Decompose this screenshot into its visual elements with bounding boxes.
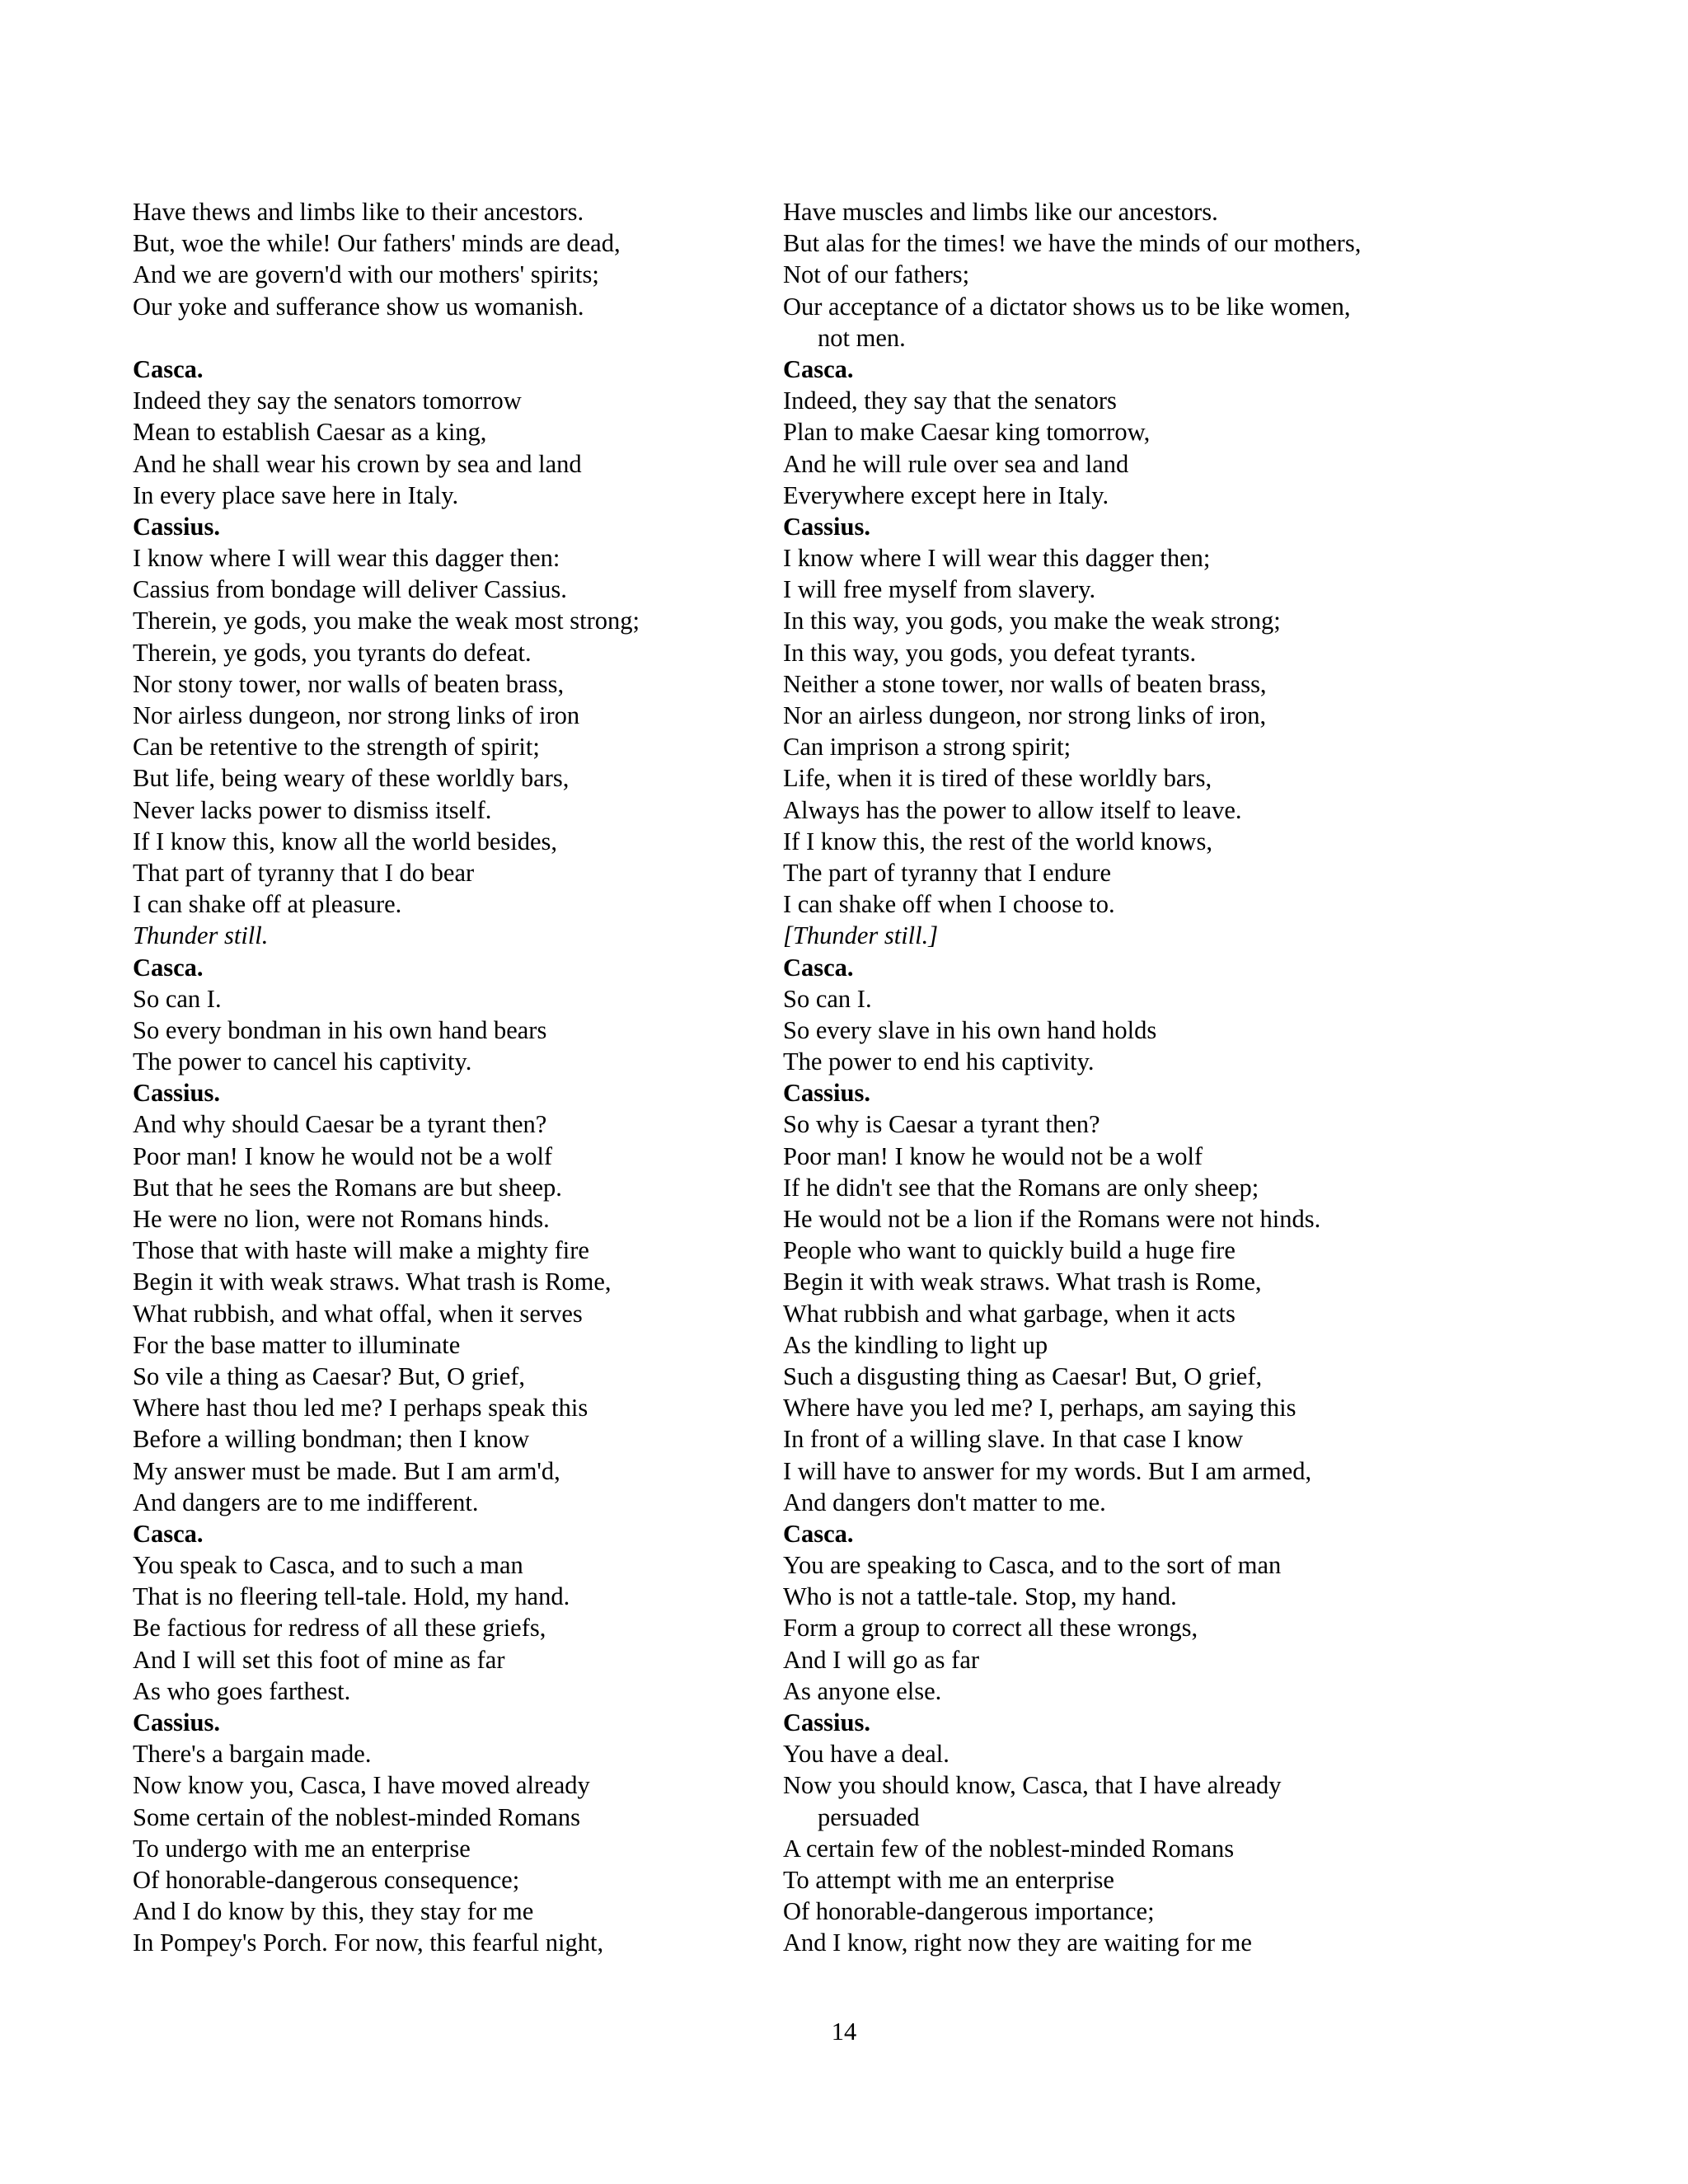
verse-line: And we are govern'd with our mothers' spirits; (133, 260, 599, 289)
verse-line: I will have to answer for my words. But I am armed, (783, 1456, 1312, 1485)
verse-line: If I know this, the rest of the world knows, (783, 827, 1212, 855)
verse-line: Plan to make Caesar king tomorrow, (783, 418, 1151, 447)
verse-line: And dangers are to me indifferent. (133, 1488, 479, 1516)
verse-line: So every slave in his own hand holds (783, 1015, 1157, 1044)
speaker-name: Cassius. (133, 512, 220, 541)
verse-line: Can imprison a strong spirit; (783, 733, 1071, 762)
verse-line: Mean to establish Caesar as a king, (133, 418, 487, 447)
verse-line: Life, when it is tired of these worldly bars, (783, 764, 1212, 793)
verse-line: So why is Caesar a tyrant then? (783, 1110, 1100, 1139)
verse-line: Our yoke and sufferance show us womanish. (133, 292, 584, 321)
verse-continuation: persuaded (818, 1802, 920, 1831)
verse-line: Now you should know, Casca, that I have already (783, 1771, 1282, 1800)
speaker-name: Cassius. (783, 1079, 870, 1108)
verse-line: A certain few of the noblest-minded Romans (783, 1834, 1235, 1863)
verse-line: People who want to quickly build a huge fire (783, 1236, 1236, 1265)
verse-line: But that he sees the Romans are but sheep. (133, 1173, 562, 1202)
verse-line: Poor man! I know he would not be a wolf (783, 1141, 1203, 1170)
blank-line (133, 322, 759, 354)
verse-line: In front of a willing slave. In that case I know (783, 1425, 1244, 1454)
verse-line: I know where I will wear this dagger then; (783, 544, 1211, 573)
verse-line: And he shall wear his crown by sea and land (133, 449, 582, 478)
stage-direction: [Thunder still.] (783, 921, 939, 950)
verse-line: Before a willing bondman; then I know (133, 1425, 530, 1454)
verse-line: Nor airless dungeon, nor strong links of iron (133, 701, 580, 729)
speaker-name: Casca. (133, 1519, 204, 1548)
verse-line: Never lacks power to dismiss itself. (133, 795, 492, 824)
verse-line: Poor man! I know he would not be a wolf (133, 1141, 553, 1170)
verse-line: Nor stony tower, nor walls of beaten brass, (133, 669, 565, 698)
verse-line: What rubbish, and what offal, when it serves (133, 1299, 583, 1328)
verse-line: But, woe the while! Our fathers' minds are dead, (133, 229, 621, 258)
speaker-name: Cassius. (133, 1708, 220, 1736)
verse-line: You speak to Casca, and to such a man (133, 1551, 523, 1580)
verse-line: Therein, ye gods, you tyrants do defeat. (133, 638, 532, 667)
verse-line: Where hast thou led me? I perhaps speak this (133, 1394, 588, 1422)
verse-line: Who is not a tattle-tale. Stop, my hand. (783, 1582, 1177, 1611)
verse-line: Some certain of the noblest-minded Romans (133, 1802, 580, 1831)
stage-direction: Thunder still. (133, 921, 269, 950)
verse-line: Have thews and limbs like to their ancestors. (133, 198, 584, 226)
verse-line: Be factious for redress of all these griefs, (133, 1614, 546, 1643)
modern-translation-column (783, 196, 1525, 1959)
verse-line: And he will rule over sea and land (783, 449, 1129, 478)
verse-line: Always has the power to allow itself to leave. (783, 795, 1242, 824)
verse-line: And why should Caesar be a tyrant then? (133, 1110, 547, 1139)
verse-line: I know where I will wear this dagger then: (133, 544, 560, 573)
speaker-name: Casca. (783, 354, 854, 383)
verse-line: In this way, you gods, you make the weak strong; (783, 607, 1281, 635)
verse-line: Begin it with weak straws. What trash is Rome, (783, 1268, 1262, 1296)
verse-line: What rubbish and what garbage, when it acts (783, 1299, 1236, 1328)
original-text-column (133, 196, 759, 1959)
verse-line: My answer must be made. But I am arm'd, (133, 1456, 560, 1485)
verse-line: You are speaking to Casca, and to the sort of man (783, 1551, 1282, 1580)
verse-line: Our acceptance of a dictator shows us to be like women, (783, 292, 1351, 321)
verse-line: He were no lion, were not Romans hinds. (133, 1205, 550, 1233)
page-number: 14 (831, 2018, 857, 2046)
verse-line: Form a group to correct all these wrongs, (783, 1614, 1198, 1643)
verse-line: The power to cancel his captivity. (133, 1047, 472, 1076)
verse-line: Cassius from bondage will deliver Cassius. (133, 575, 567, 604)
verse-line: Such a disgusting thing as Caesar! But, O grief, (783, 1361, 1263, 1390)
verse-line: So every bondman in his own hand bears (133, 1015, 547, 1044)
verse-line: He would not be a lion if the Romans were not hinds. (783, 1205, 1321, 1233)
verse-line: Of honorable-dangerous consequence; (133, 1865, 520, 1894)
speaker-name: Cassius. (783, 512, 870, 541)
verse-line: Indeed they say the senators tomorrow (133, 387, 522, 415)
speaker-name: Cassius. (783, 1708, 870, 1736)
verse-line: Now know you, Casca, I have moved already (133, 1771, 590, 1800)
verse-line: In Pompey's Porch. For now, this fearful night, (133, 1929, 604, 1957)
verse-line: But life, being weary of these worldly bars, (133, 764, 570, 793)
verse-line: The part of tyranny that I endure (783, 858, 1112, 887)
verse-line: I can shake off when I choose to. (783, 890, 1115, 919)
speaker-name: Cassius. (133, 1079, 220, 1108)
verse-line: Neither a stone tower, nor walls of beaten brass, (783, 669, 1267, 698)
verse-line: Can be retentive to the strength of spirit; (133, 733, 540, 762)
verse-line: And dangers don't matter to me. (783, 1488, 1106, 1516)
verse-continuation: not men. (818, 323, 906, 352)
verse-line: As anyone else. (783, 1676, 942, 1705)
speaker-name: Casca. (783, 1519, 854, 1548)
verse-line: I will free myself from slavery. (783, 575, 1096, 604)
verse-line: And I know, right now they are waiting for me (783, 1929, 1252, 1957)
verse-line: So vile a thing as Caesar? But, O grief, (133, 1361, 526, 1390)
verse-line: The power to end his captivity. (783, 1047, 1095, 1076)
verse-line: So can I. (783, 984, 872, 1013)
speaker-name: Casca. (133, 953, 204, 982)
verse-line: That part of tyranny that I do bear (133, 858, 475, 887)
verse-line: If he didn't see that the Romans are only sheep; (783, 1173, 1259, 1202)
verse-line: Of honorable-dangerous importance; (783, 1897, 1155, 1926)
verse-line: Indeed, they say that the senators (783, 387, 1117, 415)
verse-line: For the base matter to illuminate (133, 1330, 461, 1359)
verse-line: In every place save here in Italy. (133, 480, 459, 509)
speaker-name: Casca. (783, 953, 854, 982)
verse-line: But alas for the times! we have the minds of our mothers, (783, 229, 1362, 258)
verse-line: Those that with haste will make a mighty fire (133, 1236, 589, 1265)
verse-line: If I know this, know all the world besides, (133, 827, 558, 855)
verse-line: As who goes farthest. (133, 1676, 351, 1705)
verse-line: You have a deal. (783, 1740, 950, 1769)
verse-line: So can I. (133, 984, 222, 1013)
verse-line: As the kindling to light up (783, 1330, 1048, 1359)
verse-line: Therein, ye gods, you make the weak most strong; (133, 607, 640, 635)
verse-line: Begin it with weak straws. What trash is Rome, (133, 1268, 612, 1296)
verse-line: There's a bargain made. (133, 1740, 372, 1769)
verse-line: That is no fleering tell-tale. Hold, my hand. (133, 1582, 570, 1611)
verse-line: Have muscles and limbs like our ancestors. (783, 198, 1218, 226)
verse-line: In this way, you gods, you defeat tyrants. (783, 638, 1197, 667)
verse-line: To attempt with me an enterprise (783, 1865, 1114, 1894)
verse-line: Everywhere except here in Italy. (783, 480, 1109, 509)
verse-line: Not of our fathers; (783, 260, 970, 289)
verse-line: And I will go as far (783, 1645, 980, 1674)
verse-line: To undergo with me an enterprise (133, 1834, 471, 1863)
verse-line: Where have you led me? I, perhaps, am saying this (783, 1394, 1296, 1422)
speaker-name: Casca. (133, 354, 204, 383)
verse-line: And I do know by this, they stay for me (133, 1897, 534, 1926)
verse-line: I can shake off at pleasure. (133, 890, 402, 919)
verse-line: Nor an airless dungeon, nor strong links of iron, (783, 701, 1267, 729)
verse-line: And I will set this foot of mine as far (133, 1645, 505, 1674)
